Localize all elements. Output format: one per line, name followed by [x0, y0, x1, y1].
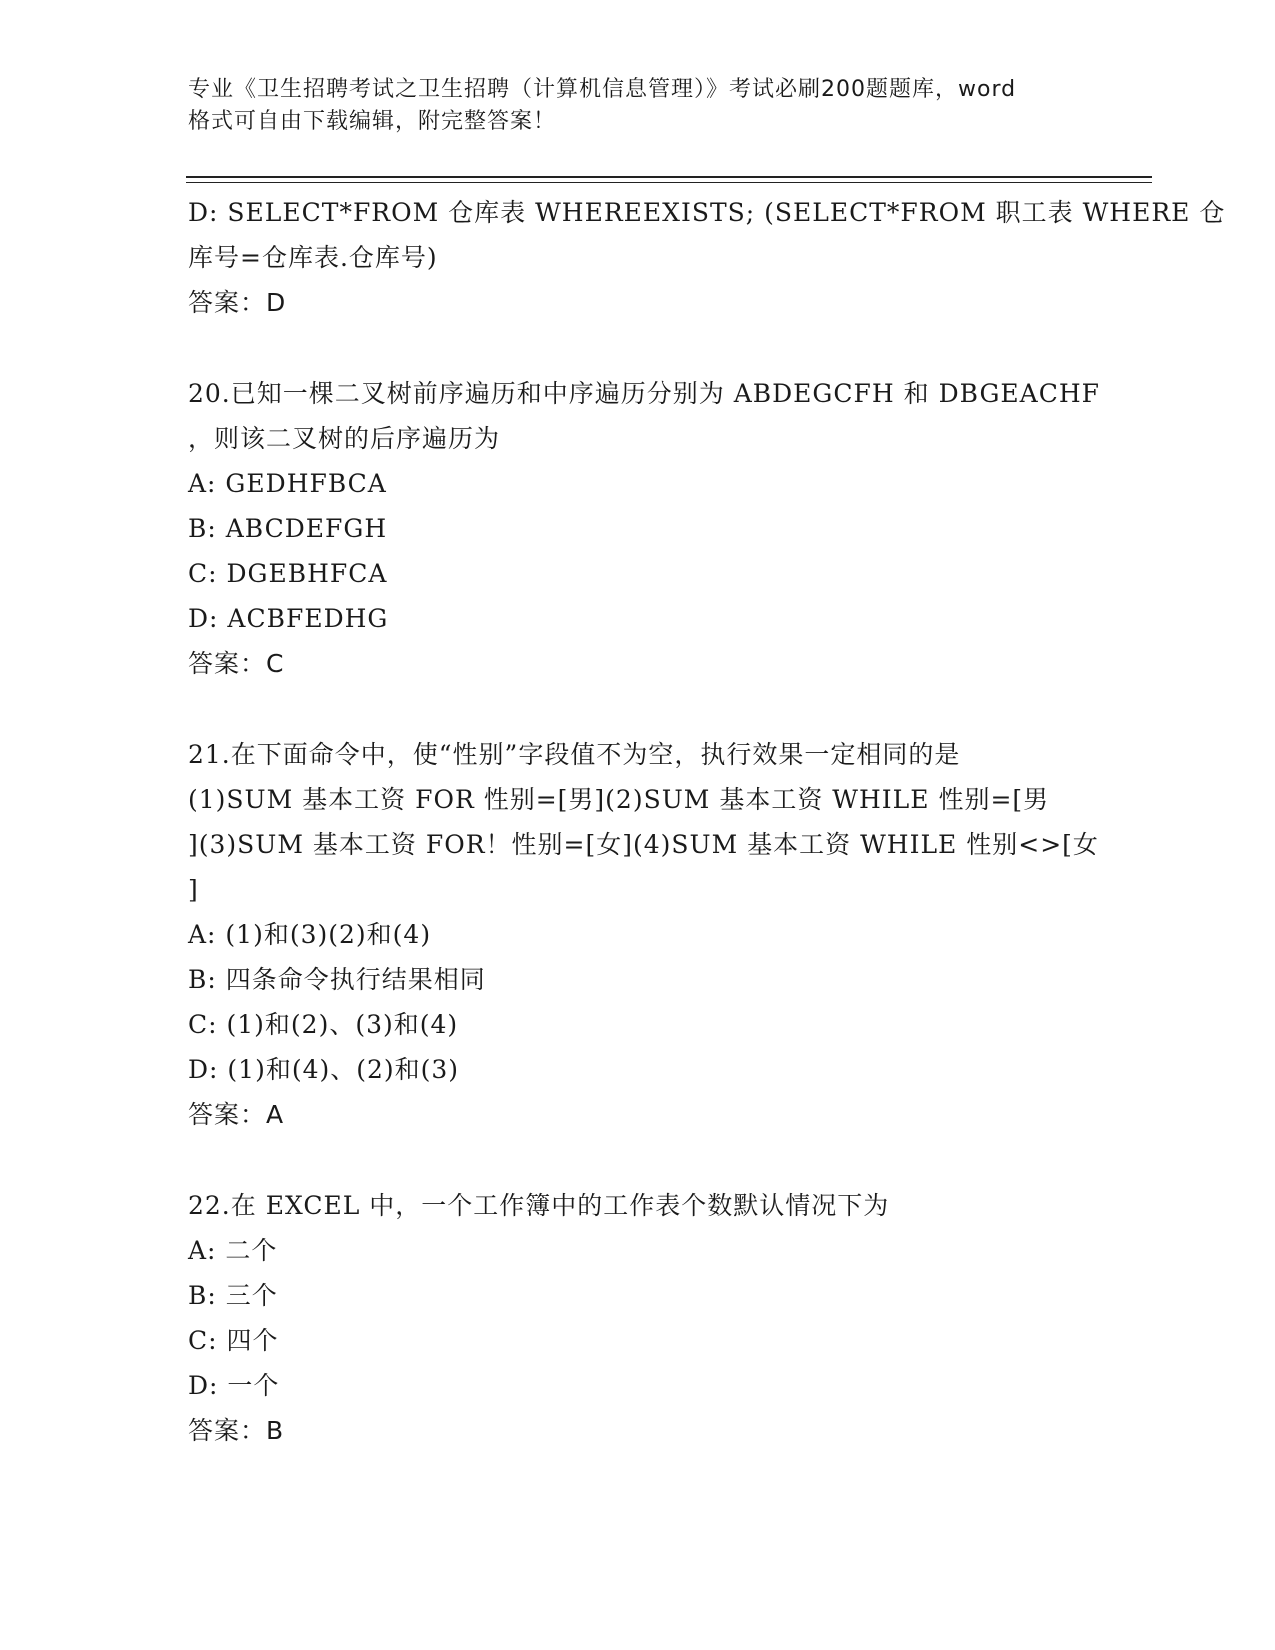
- option-a: A: 二个: [188, 1236, 278, 1265]
- option-d: D: 一个: [188, 1371, 280, 1400]
- option-line: D: SELECT*FROM 仓库表 WHEREEXISTS; (SELECT*FROM 职工表 WHERE 仓: [188, 198, 1226, 227]
- question-block-20: [188, 371, 1100, 686]
- answer-line: 答案：A: [188, 1100, 285, 1129]
- header-divider-thin: [186, 182, 1152, 183]
- question-block-21: [188, 732, 1099, 1137]
- option-line: 库号=仓库表.仓库号): [188, 243, 438, 272]
- answer-line: 答案：B: [188, 1416, 285, 1445]
- header-divider-thick: [186, 176, 1152, 178]
- question-block-22: [188, 1183, 1088, 1453]
- question-stem: 21.在下面命令中，使“性别”字段值不为空，执行效果一定相同的是: [188, 740, 961, 769]
- question-block-19-tail: [188, 190, 1226, 325]
- option-b: B: 三个: [188, 1281, 278, 1310]
- option-b: B: 四条命令执行结果相同: [188, 965, 486, 994]
- option-d: D: ACBFEDHG: [188, 604, 389, 633]
- question-stem: 20.已知一棵二叉树前序遍历和中序遍历分别为 ABDEGCFH 和 DBGEACHF: [188, 379, 1100, 408]
- option-a: A: GEDHFBCA: [188, 469, 387, 498]
- question-stem: ](3)SUM 基本工资 FOR！性别=[女](4)SUM 基本工资 WHILE 性别<>[女: [188, 830, 1099, 859]
- option-d: D: (1)和(4)、(2)和(3): [188, 1055, 460, 1084]
- header-line-1: 专业《卫生招聘考试之卫生招聘（计算机信息管理）》考试必刷200题题库，word: [188, 77, 1017, 102]
- option-a: A: (1)和(3)(2)和(4): [188, 920, 432, 949]
- question-stem: ，则该二叉树的后序遍历为: [188, 424, 501, 453]
- header-line-2: 格式可自由下载编辑，附完整答案！: [188, 109, 557, 134]
- question-stem: (1)SUM 基本工资 FOR 性别=[男](2)SUM 基本工资 WHILE 性别=[男: [188, 785, 1050, 814]
- answer-line: 答案：C: [188, 649, 285, 678]
- answer-line: 答案：D: [188, 288, 287, 317]
- document-header: [188, 74, 1088, 138]
- option-c: C: DGEBHFCA: [188, 559, 388, 588]
- option-b: B: ABCDEFGH: [188, 514, 388, 543]
- option-c: C: 四个: [188, 1326, 279, 1355]
- question-stem: ]: [188, 875, 199, 904]
- question-stem: 22.在 EXCEL 中，一个工作簿中的工作表个数默认情况下为: [188, 1191, 890, 1220]
- question-list: [188, 190, 1226, 1453]
- option-c: C: (1)和(2)、(3)和(4): [188, 1010, 459, 1039]
